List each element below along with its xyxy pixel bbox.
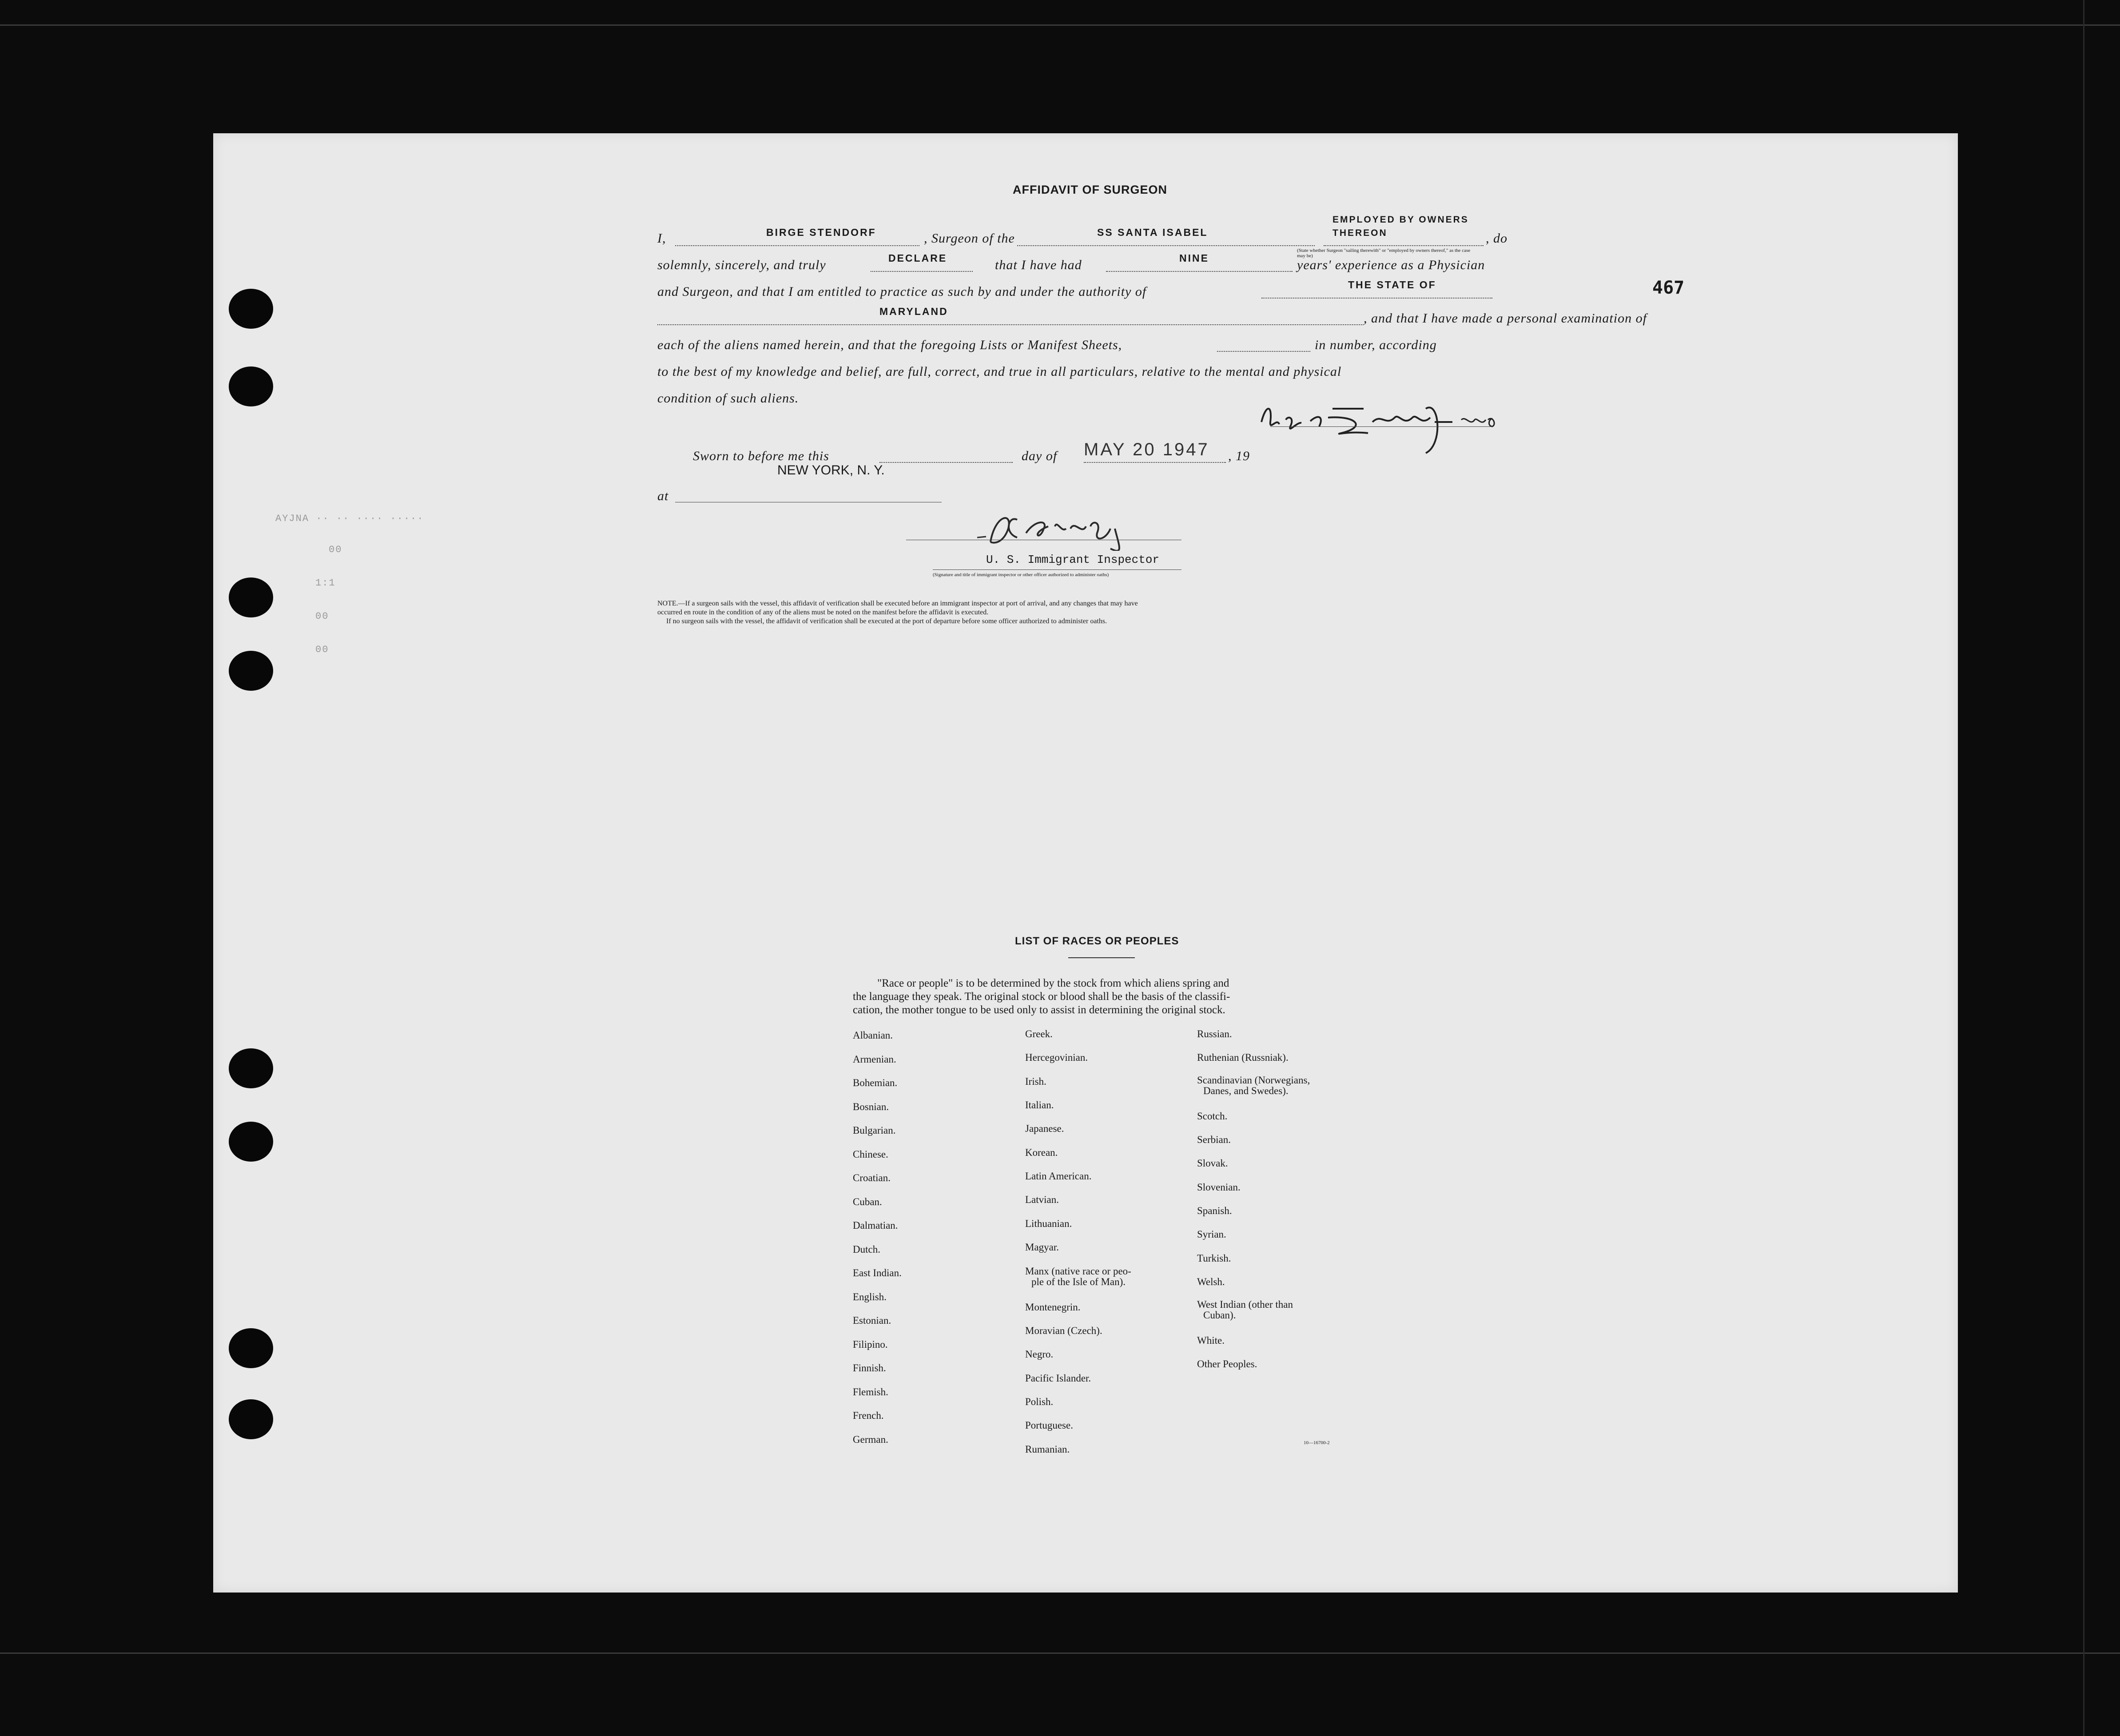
- race-entry-line: Cuban).: [1203, 1310, 1236, 1321]
- race-entry: French.: [853, 1410, 884, 1421]
- races-title: LIST OF RACES OR PEOPLES: [1015, 935, 1179, 947]
- bleed-through-text: AYJNA ·· ·· ···· ·····: [275, 513, 424, 524]
- blank-line: [1324, 245, 1484, 246]
- affidavit-note: If no surgeon sails with the vessel, the affidavit of verification shall be executed at the port of departure before some officer authorized to administer oaths.: [666, 617, 1107, 625]
- blank-line: [1217, 351, 1310, 352]
- race-entry: Chinese.: [853, 1148, 888, 1160]
- affidavit-text: to the best of my knowledge and belief, are full, correct, and true in all particulars, relative to the mental and physical: [657, 364, 1342, 379]
- affidavit-text: and Surgeon, and that I am entitled to practice as such by and under the authority of: [657, 284, 1147, 299]
- race-entry: Cuban.: [853, 1196, 882, 1207]
- affidavit-text: I,: [657, 231, 666, 246]
- race-entry-line: Scandinavian (Norwegians,: [1197, 1075, 1310, 1086]
- race-entry: [1025, 1266, 1131, 1287]
- race-entry: Armenian.: [853, 1053, 896, 1065]
- blank-line: [879, 462, 1013, 463]
- affidavit-note: NOTE.—If a surgeon sails with the vessel, this affidavit of verification shall be executed before an immigrant inspector at port of arrival, and any changes that may have: [657, 600, 1138, 607]
- affidavit-text: in number, according: [1315, 338, 1437, 352]
- affidavit-text: , 19: [1228, 449, 1250, 463]
- signature-line: [1270, 426, 1492, 427]
- document-page: [213, 133, 1958, 1593]
- affidavit-text: Sworn to before me this: [693, 449, 829, 463]
- race-entry: Magyar.: [1025, 1242, 1059, 1253]
- race-entry: Filipino.: [853, 1338, 888, 1350]
- film-edge-right: [2083, 0, 2084, 1736]
- race-entry: Ruthenian (Russniak).: [1197, 1052, 1289, 1063]
- race-entry: Syrian.: [1197, 1229, 1226, 1240]
- race-entry: Bulgarian.: [853, 1125, 896, 1136]
- race-entry: Lithuanian.: [1025, 1218, 1072, 1229]
- affidavit-text: , do: [1486, 231, 1507, 246]
- race-entry: Latin American.: [1025, 1171, 1092, 1182]
- punch-hole: [229, 651, 273, 691]
- inspector-signature: [977, 502, 1155, 551]
- race-entry: Portuguese.: [1025, 1420, 1073, 1431]
- title-underline: [1068, 957, 1135, 958]
- race-entry: Bosnian.: [853, 1101, 889, 1112]
- punch-hole: [229, 366, 273, 406]
- surgeon-name-field: BIRGE STENDORF: [766, 227, 876, 238]
- race-entry-line: Manx (native race or peo-: [1025, 1266, 1131, 1277]
- place-stamp: NEW YORK, N. Y.: [777, 463, 885, 478]
- affidavit-text: solemnly, sincerely, and truly: [657, 258, 826, 272]
- declare-field: DECLARE: [888, 252, 947, 264]
- race-entry: Estonian.: [853, 1315, 891, 1326]
- affidavit-title: AFFIDAVIT OF SURGEON: [1013, 183, 1167, 196]
- race-entry: Polish.: [1025, 1396, 1054, 1407]
- race-entry: Rumanian.: [1025, 1444, 1070, 1455]
- races-intro: the language they speak. The original stock or blood shall be the basis of the classifi-: [853, 991, 1230, 1003]
- race-entry: Montenegrin.: [1025, 1302, 1081, 1313]
- race-entry: Scotch.: [1197, 1111, 1228, 1122]
- inspector-title: U. S. Immigrant Inspector: [986, 553, 1160, 566]
- race-entry: White.: [1197, 1335, 1225, 1346]
- race-entry-line: ple of the Isle of Man).: [1031, 1276, 1126, 1287]
- race-entry: Flemish.: [853, 1386, 888, 1398]
- race-entry: Slovak.: [1197, 1158, 1228, 1169]
- race-entry: Dalmatian.: [853, 1220, 898, 1231]
- date-stamp: MAY 20 1947: [1084, 440, 1209, 459]
- years-field: NINE: [1179, 252, 1209, 264]
- affidavit-text: each of the aliens named herein, and that the foregoing Lists or Manifest Sheets,: [657, 338, 1122, 352]
- race-entry: Serbian.: [1197, 1134, 1231, 1145]
- race-entry: Russian.: [1197, 1028, 1232, 1039]
- race-entry: Korean.: [1025, 1147, 1058, 1158]
- race-entry: East Indian.: [853, 1267, 902, 1278]
- authority-field-continued: MARYLAND: [879, 306, 948, 317]
- affidavit-text: condition of such aliens.: [657, 391, 799, 406]
- races-intro: "Race or people" is to be determined by the stock from which aliens spring and: [877, 977, 1229, 989]
- punch-hole: [229, 1122, 273, 1162]
- race-entry: Pacific Islander.: [1025, 1373, 1091, 1384]
- authority-field: THE STATE OF: [1348, 279, 1436, 291]
- punch-hole: [229, 577, 273, 617]
- race-entry: Slovenian.: [1197, 1182, 1241, 1193]
- blank-line: [1106, 271, 1293, 272]
- affidavit-text: years' experience as a Physician: [1297, 258, 1485, 272]
- bleed-through-text: 00: [315, 611, 329, 622]
- affidavit-text: day of: [1022, 449, 1058, 463]
- blank-line: [1261, 298, 1492, 299]
- race-entry-line: West Indian (other than: [1197, 1299, 1293, 1310]
- form-number: 10—16700-2: [1304, 1440, 1330, 1445]
- race-entry-line: Danes, and Swedes).: [1203, 1085, 1289, 1096]
- race-entry: Irish.: [1025, 1076, 1046, 1087]
- punch-hole: [229, 289, 273, 329]
- affidavit-text: at: [657, 489, 669, 503]
- race-entry: Croatian.: [853, 1172, 891, 1183]
- race-entry: Greek.: [1025, 1028, 1053, 1039]
- race-entry: Bohemian.: [853, 1077, 898, 1088]
- affidavit-note: occurred en route in the condition of any of the aliens must be noted on the manifest before the affidavit is executed.: [657, 609, 989, 616]
- bleed-through-text: 00: [329, 544, 342, 555]
- race-entry: Albanian.: [853, 1030, 893, 1041]
- blank-line: [1017, 245, 1315, 246]
- affidavit-text: that I have had: [995, 258, 1082, 272]
- races-intro: cation, the mother tongue to be used only to assist in determining the original stock.: [853, 1004, 1225, 1016]
- employment-field: EMPLOYED BY OWNERS THEREON: [1332, 215, 1469, 238]
- race-entry: Turkish.: [1197, 1253, 1231, 1264]
- race-entry: Other Peoples.: [1197, 1358, 1257, 1370]
- race-entry: Moravian (Czech).: [1025, 1325, 1102, 1336]
- race-entry: Hercegovinian.: [1025, 1052, 1088, 1063]
- affidavit-text: , and that I have made a personal examination of: [1364, 311, 1647, 326]
- race-entry: English.: [853, 1291, 887, 1302]
- punch-hole: [229, 1048, 273, 1088]
- film-edge-top: [0, 24, 2120, 26]
- race-entry: Negro.: [1025, 1349, 1054, 1360]
- race-entry: Japanese.: [1025, 1123, 1064, 1134]
- punch-hole: [229, 1399, 273, 1439]
- employment-hint: (State whether Surgeon "sailing therewith" or "employed by owners thereof," as the case may be): [1297, 248, 1471, 259]
- blank-line: [1084, 462, 1226, 463]
- race-entry: [1197, 1299, 1293, 1321]
- race-entry: Dutch.: [853, 1243, 880, 1255]
- race-entry: Finnish.: [853, 1362, 886, 1374]
- signature-line: [933, 569, 1181, 570]
- race-entry: German.: [853, 1433, 888, 1445]
- bleed-through-text: 1:1: [315, 577, 336, 589]
- page-number: 467: [1652, 278, 1685, 298]
- film-edge-bottom: [0, 1652, 2120, 1654]
- vessel-name-field: SS SANTA ISABEL: [1097, 227, 1208, 238]
- blank-line: [675, 245, 919, 246]
- affidavit-text: , Surgeon of the: [924, 231, 1015, 246]
- blank-line: [657, 324, 1364, 325]
- race-entry: Welsh.: [1197, 1276, 1225, 1287]
- surgeon-signature: [1253, 391, 1501, 458]
- race-entry: Spanish.: [1197, 1205, 1232, 1216]
- race-entry: Italian.: [1025, 1099, 1054, 1111]
- bleed-through-text: 00: [315, 644, 329, 655]
- race-entry: Latvian.: [1025, 1194, 1059, 1205]
- blank-line: [871, 271, 973, 272]
- inspector-hint: (Signature and title of immigrant inspector or other officer authorized to administer oaths): [933, 572, 1109, 577]
- punch-hole: [229, 1328, 273, 1368]
- race-entry: [1197, 1075, 1310, 1096]
